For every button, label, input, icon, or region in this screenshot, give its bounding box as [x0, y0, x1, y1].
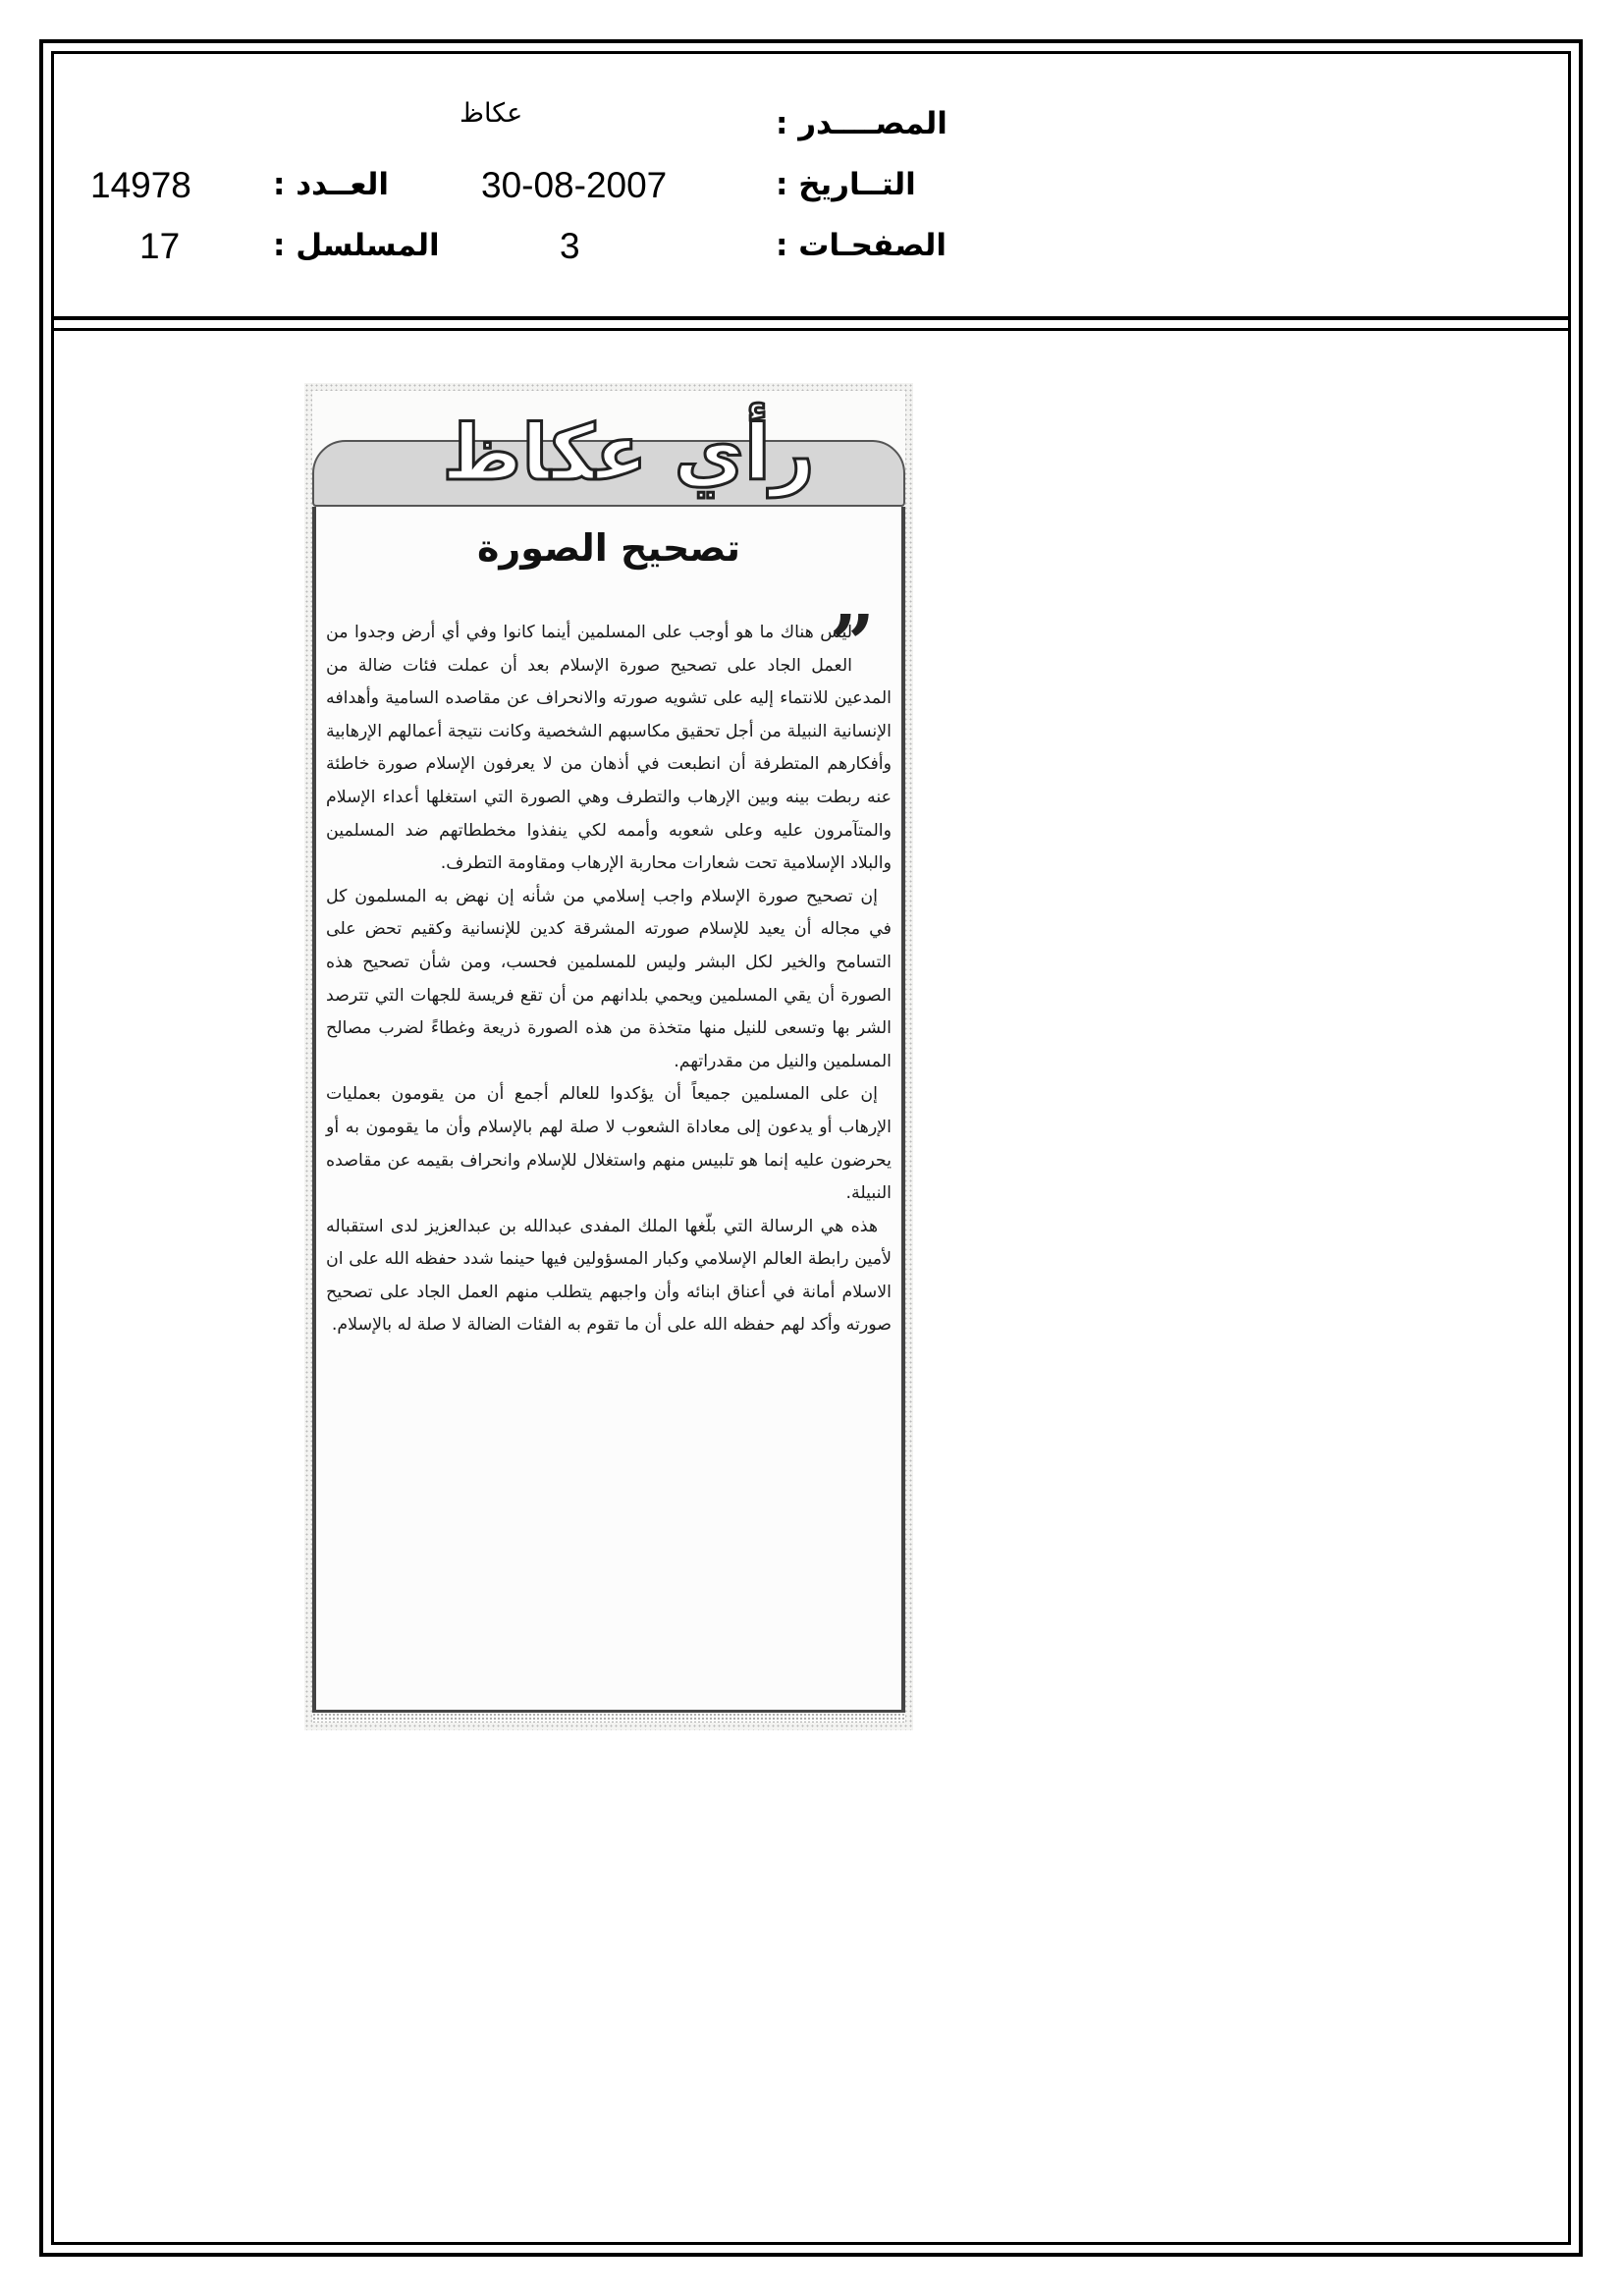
newspaper-clipping	[304, 383, 913, 1730]
header-divider-inner	[51, 328, 1571, 331]
date-label: التــاريخ :	[776, 167, 916, 202]
article-paragraph: ليس هناك ما هو أوجب على المسلمين أينما كانوا وفي أي أرض وجدوا من العمل الجاد على تصحيح صورة الإسلام بعد أن عملت فئات ضالة من المدعين للانتماء إليه على تشويه صورته والانحراف عن مقاصده السامية وأهدافه الإنسانية النبيلة من أجل تحقيق مكاسبهم الشخصية وكانت نتيجة أعمالهم الإرهابية وأفكارهم المتطرفة أن انطبعت في أذهان من لا يعرفون الإسلام صورة خاطئة عنه ربطت بينه وبين الإرهاب والتطرف وهي الصورة التي استغلها أعداء الإسلام والمتآمرون عليه وعلى شعوبه وأممه لكي ينفذوا مخططاتهم ضد المسلمين والبلاد الإسلامية تحت شعارات محاربة الإرهاب ومقاومة التطرف.	[326, 617, 892, 881]
serial-label: المسلسل :	[273, 228, 440, 263]
quote-wrap-float	[852, 617, 892, 680]
article-paragraph: إن على المسلمين جميعاً أن يؤكدوا للعالم أجمع أن من يقومون بعمليات الإرهاب أو يدعون إلى معاداة الشعوب لا صلة لهم بالإسلام وأن ما يقومون به أو يحرضون عليه إنما هو تلبيس منهم واستغلال للإسلام وانحراف بقيمه عن مقاصده النبيلة.	[326, 1084, 892, 1204]
serial-value: 17	[139, 226, 181, 266]
pages-value: 3	[560, 226, 580, 266]
source-value: عكاظ	[460, 98, 523, 129]
pages-label: الصفحـات :	[776, 228, 947, 263]
article-paragraph: إن تصحيح صورة الإسلام واجب إسلامي من شأنه إن نهض به المسلمون كل في مجاله أن يعيد للإسلام صورته المشرقة كدين للإنسانية وكقيم تحض على التسامح والخير لكل البشر وليس للمسلمين فحسب، ومن شأن تصحيح هذه الصورة أن يقي المسلمين ويحمي بلدانهم من أن تقع فريسة للجهات التي تترصد الشر بها وتسعى للنيل منها متخذة من هذه الصورة ذريعة وغطاءً لضرب مصالح المسلمين والنيل من مقدراتهم.	[326, 886, 892, 1071]
article-title: تصحيح الصورة	[476, 526, 741, 570]
issue-label: العــدد :	[273, 167, 389, 202]
issue-value: 14978	[90, 165, 191, 205]
date-value: 30-08-2007	[481, 165, 668, 205]
opening-quote-icon: ”	[830, 597, 876, 689]
header-divider	[51, 316, 1571, 320]
source-label: المصــــدر :	[776, 106, 947, 141]
article-body	[326, 617, 892, 1342]
article-paragraph: هذه هي الرسالة التي بلّغها الملك المفدى عبدالله بن عبدالعزيز لدى استقباله لأمين رابطة العالم الإسلامي وكبار المسؤولين فيها حينما شدد حفظه الله على ان الاسلام أمانة في أعناق ابنائه وأن واجبهم يتطلب منهم العمل الجاد على تصحيح صورته وأكد لهم حفظه الله على أن ما تقوم به الفئات الضالة لا صلة له بالإسلام.	[326, 1216, 892, 1336]
clipping-bottom-edge	[312, 1713, 905, 1722]
okaz-opinion-logo: رأي عكاظ	[442, 410, 815, 498]
